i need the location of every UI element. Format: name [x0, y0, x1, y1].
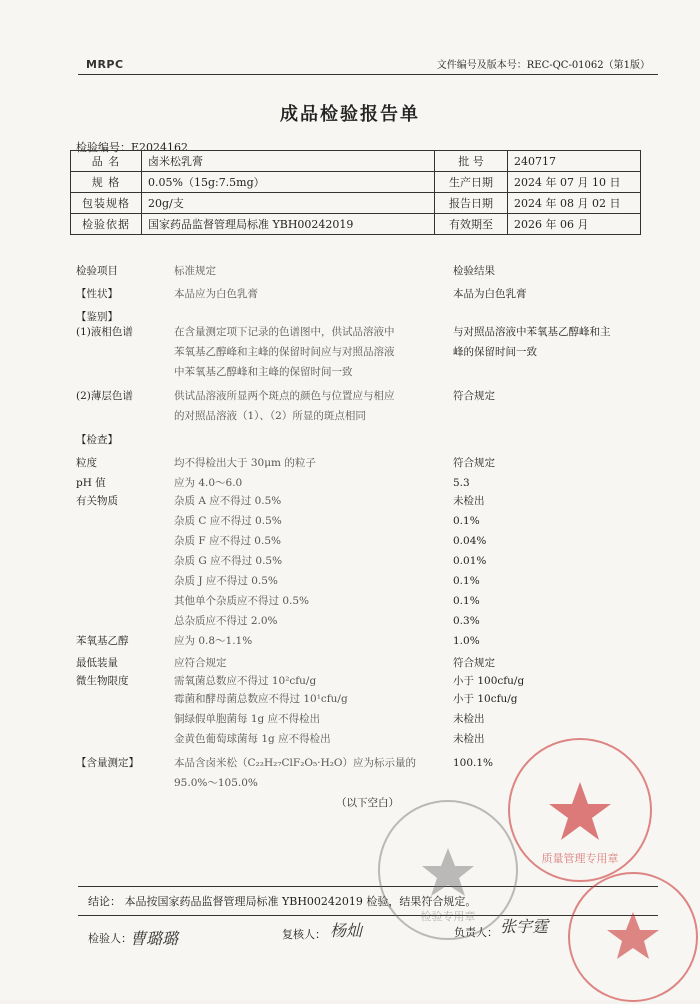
info-value: 卤米松乳膏 — [142, 151, 435, 172]
reviewer-signature: 杨灿 — [330, 921, 363, 940]
test-result: 与对照品溶液中苯氧基乙醇峰和主 — [453, 326, 611, 338]
test-result: 1.0% — [453, 635, 480, 647]
document-number: 文件编号及版本号：REC-QC-01062（第1版） — [436, 60, 650, 71]
info-row — [71, 193, 641, 214]
test-item: 粒度 — [76, 457, 97, 469]
info-value: 国家药品监督管理局标准 YBH00242019 — [142, 214, 435, 235]
test-result: 0.01% — [453, 555, 487, 567]
test-result: 未检出 — [453, 713, 485, 725]
test-result: 0.3% — [453, 615, 480, 627]
info-label: 检验依据 — [71, 214, 142, 235]
test-result: 未检出 — [453, 733, 485, 745]
test-standard: 中苯氧基乙醇峰和主峰的保留时间一致 — [174, 366, 353, 378]
info-value: 2024 年 07 月 10 日 — [508, 172, 641, 193]
test-standard: 苯氧基乙醇峰和主峰的保留时间应与对照品溶液 — [174, 346, 395, 358]
svg-text:质量管理专用章: 质量管理专用章 — [541, 852, 619, 865]
test-standard: 在含量测定项下记录的色谱图中，供试品溶液中 — [174, 326, 395, 338]
product-info-table — [70, 150, 641, 235]
info-label: 规 格 — [71, 172, 142, 193]
test-standard: 总杂质应不得过 2.0% — [174, 615, 278, 627]
test-item: 【性状】 — [76, 288, 118, 300]
inspection-stamp — [378, 800, 518, 940]
quality-stamp-star-icon — [510, 740, 650, 880]
test-standard: 的对照品溶液（1）、（2）所显的斑点相同 — [174, 410, 366, 422]
test-standard: 杂质 F 应不得过 0.5% — [174, 535, 281, 547]
test-item: 苯氧基乙醇 — [76, 635, 129, 647]
test-result: 符合规定 — [453, 657, 495, 669]
test-result: 0.04% — [453, 535, 487, 547]
test-standard: 需氧菌总数应不得过 10²cfu/g — [174, 675, 317, 687]
test-result: 小于 10cfu/g — [453, 693, 518, 705]
approver-label: 负责人： — [454, 926, 498, 939]
test-standard: 供试品溶液所显两个斑点的颜色与位置应与相应 — [174, 390, 395, 402]
blank-note: （以下空白） — [336, 797, 399, 809]
test-standard: 应符合规定 — [174, 657, 227, 669]
column-header-item: 检验项目 — [76, 265, 118, 277]
test-standard: 本品含卤米松（C₂₂H₂₇ClF₂O₅·H₂O）应为标示量的 — [174, 757, 417, 769]
info-value: 0.05%（15g:7.5mg） — [142, 172, 435, 193]
inspector-signature: 曹璐璐 — [130, 929, 179, 948]
test-result: 5.3 — [453, 477, 470, 489]
test-result: 0.1% — [453, 515, 480, 527]
info-label: 报告日期 — [435, 193, 508, 214]
inspection-stamp-star-icon — [380, 802, 516, 938]
test-standard: 铜绿假单胞菌每 1g 应不得检出 — [174, 713, 321, 725]
test-standard: 本品应为白色乳膏 — [174, 288, 258, 300]
test-standard: 杂质 G 应不得过 0.5% — [174, 555, 283, 567]
test-item: 【检查】 — [76, 434, 118, 446]
test-result: 0.1% — [453, 575, 480, 587]
svg-text:检验专用章: 检验专用章 — [420, 910, 476, 923]
conclusion: 结论： 本品按国家药品监督管理局标准 YBH00242019 检验，结果符合规定。 — [88, 895, 477, 908]
test-result: 未检出 — [453, 495, 485, 507]
test-item: 【鉴别】 — [76, 311, 118, 323]
test-standard: 应为 0.8～1.1% — [174, 635, 253, 647]
test-result: 符合规定 — [453, 457, 495, 469]
test-result: 小于 100cfu/g — [453, 675, 525, 687]
test-result: 本品为白色乳膏 — [453, 288, 527, 300]
test-item: (2)薄层色谱 — [76, 390, 133, 402]
reviewer-label: 复核人： — [282, 928, 326, 941]
info-value: 2024 年 08 月 02 日 — [508, 193, 641, 214]
test-standard: 金黄色葡萄球菌每 1g 应不得检出 — [174, 733, 331, 745]
quality-stamp — [508, 738, 652, 882]
column-header-standard: 标准规定 — [174, 265, 216, 277]
inspector-label: 检验人： — [88, 932, 132, 945]
column-header-result: 检验结果 — [453, 265, 495, 277]
inspection-number: 检验编号：E2024162 — [76, 141, 189, 154]
info-label: 包装规格 — [71, 193, 142, 214]
test-standard: 95.0%～105.0% — [174, 777, 258, 789]
test-standard: 均不得检出大于 30μm 的粒子 — [174, 457, 316, 469]
approver-signature: 张宇霆 — [500, 917, 549, 936]
test-standard: 杂质 C 应不得过 0.5% — [174, 515, 282, 527]
test-item: pH 值 — [76, 477, 106, 489]
info-row — [71, 151, 641, 172]
header-divider — [78, 74, 658, 75]
test-result: 100.1% — [453, 757, 494, 769]
info-value: 20g/支 — [142, 193, 435, 214]
test-standard: 杂质 J 应不得过 0.5% — [174, 575, 278, 587]
test-standard: 杂质 A 应不得过 0.5% — [174, 495, 282, 507]
partial-stamp — [568, 872, 698, 1002]
test-standard: 应为 4.0～6.0 — [174, 477, 243, 489]
info-label: 生产日期 — [435, 172, 508, 193]
test-item: 有关物质 — [76, 495, 118, 507]
test-result: 符合规定 — [453, 390, 495, 402]
info-label: 批 号 — [435, 151, 508, 172]
info-row — [71, 172, 641, 193]
partial-stamp-star-icon — [570, 874, 696, 1000]
test-standard: 其他单个杂质应不得过 0.5% — [174, 595, 310, 607]
test-result: 峰的保留时间一致 — [453, 346, 537, 358]
company-logo: MRPC — [86, 58, 124, 71]
test-standard: 霉菌和酵母菌总数应不得过 10¹cfu/g — [174, 693, 348, 705]
test-result: 0.1% — [453, 595, 480, 607]
info-value: 2026 年 06 月 — [508, 214, 641, 235]
info-value: 240717 — [508, 151, 641, 172]
test-item: 微生物限度 — [76, 675, 129, 687]
info-row — [71, 214, 641, 235]
info-label: 品 名 — [71, 151, 142, 172]
test-item: 【含量测定】 — [76, 757, 139, 769]
test-item: (1)液相色谱 — [76, 326, 133, 338]
test-item: 最低装量 — [76, 657, 118, 669]
info-label: 有效期至 — [435, 214, 508, 235]
report-title: 成品检验报告单 — [280, 104, 420, 125]
